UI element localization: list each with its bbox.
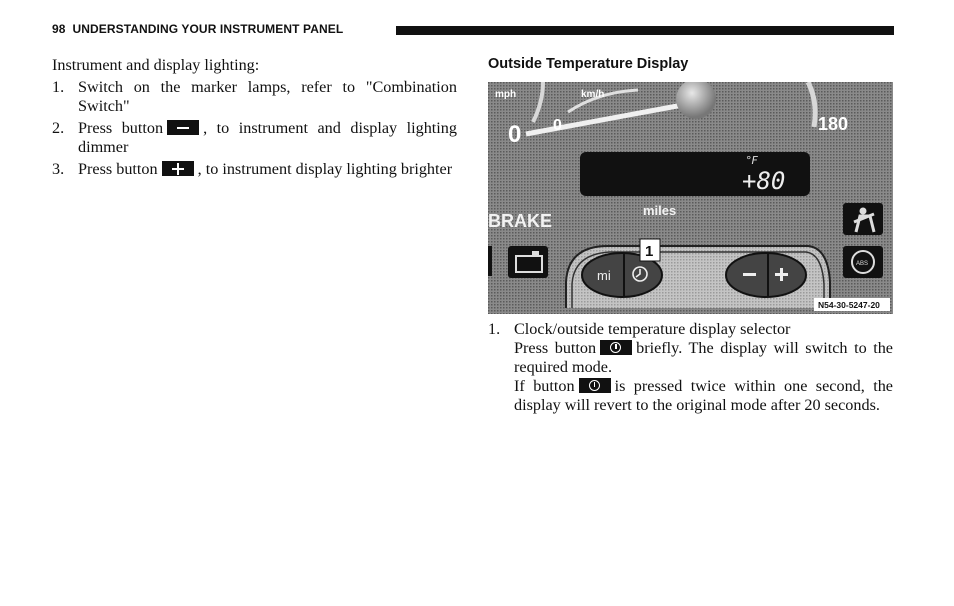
- abs-label: ABS: [856, 261, 869, 267]
- callout-number: 1: [645, 243, 654, 260]
- temp-unit: °F: [746, 154, 758, 167]
- section-title: UNDERSTANDING YOUR INSTRUMENT PANEL: [72, 22, 344, 36]
- step-number: 2.: [52, 119, 65, 137]
- step-text-before: Press button: [78, 119, 164, 137]
- legend-text: briefly. The display will switch to the required mode.: [514, 339, 893, 376]
- legend-paragraph-1: [514, 339, 893, 377]
- list-item: [52, 160, 457, 179]
- speed-zero-kmh: 0: [553, 117, 562, 134]
- legend-body: [514, 320, 893, 415]
- brake-warning: BRAKE: [488, 211, 553, 231]
- lighting-intro: Instrument and display lighting:: [52, 56, 260, 74]
- page-number: 98: [52, 22, 66, 36]
- step-text-before: Press button: [78, 160, 158, 178]
- section-heading: Outside Temperature Display: [488, 56, 689, 72]
- legend-text: Press button: [514, 339, 597, 357]
- figure-id: N54-30-5247-20: [818, 300, 880, 310]
- seatbelt-warning-icon: [860, 208, 867, 215]
- speed-zero-mph: 0: [508, 121, 522, 148]
- legend-caption: Clock/outside temperature display selector: [514, 320, 791, 338]
- legend-number: 1.: [488, 320, 501, 338]
- header-rule: [396, 26, 894, 35]
- step-text-after: , to instrument display lighting brighter: [197, 160, 453, 178]
- step-number: 3.: [52, 160, 65, 178]
- list-item: [488, 320, 893, 415]
- legend-paragraph-2: [514, 377, 893, 415]
- speed-180: 180: [818, 114, 849, 134]
- lighting-steps: [52, 78, 457, 179]
- instrument-cluster-figure: [488, 82, 893, 314]
- list-item: [52, 78, 457, 116]
- miles-label: miles: [643, 203, 677, 218]
- figure-legend: [488, 320, 893, 415]
- legend-text: If button: [514, 377, 575, 395]
- step-text: [78, 160, 457, 179]
- legend-text: is pressed twice within one second, the display will revert to the original mode after 20 seconds.: [514, 377, 893, 414]
- battery-warning-icon: [532, 251, 539, 255]
- step-text: [78, 119, 457, 157]
- mph-label: mph: [495, 89, 517, 100]
- list-item: [52, 119, 457, 157]
- left-column: [52, 56, 457, 179]
- temp-value: +80: [742, 167, 786, 195]
- clock-button-icon: [579, 378, 611, 393]
- figure-edge-mark: [488, 246, 492, 276]
- minus-button-icon: [167, 120, 199, 135]
- clock-button-icon: [600, 340, 632, 355]
- mi-label: mi: [597, 268, 611, 283]
- step-number: 1.: [52, 78, 65, 96]
- step-text: Switch on the marker lamps, refer to "Combination Switch": [78, 78, 457, 115]
- kmh-label: km/h: [581, 89, 605, 100]
- step-text-after: , to instrument and display lighting dimmer: [78, 119, 457, 156]
- brightness-button[interactable]: [726, 253, 806, 297]
- page-header: [52, 22, 343, 36]
- minus-icon: [743, 273, 756, 276]
- plus-button-icon: [162, 161, 194, 176]
- plus-icon: [780, 268, 783, 281]
